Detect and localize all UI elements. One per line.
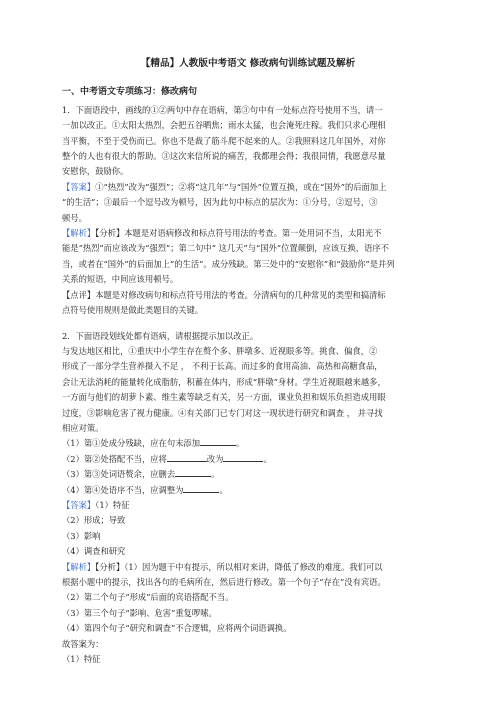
q1-comment	[62, 288, 434, 303]
answer-blank[interactable]	[183, 483, 219, 493]
answer-blank[interactable]	[175, 467, 211, 477]
q1-analysis-line: 关系的短语，中间应该用顿号。	[62, 274, 179, 285]
question-1	[62, 103, 434, 319]
q2-stem-line: 一方面与他们的胡萝卜素、维生素等缺乏有关，另一方面，课业负担和娱乐负担造成用眼	[62, 392, 386, 403]
document-page	[62, 0, 434, 667]
q1-answer	[62, 180, 434, 195]
q1-analysis-line: 当，或者在“国外”的后面加上“的生活”。成分残缺。第三处中的“安慰你”和“鼓励你”是并列	[62, 258, 395, 269]
q1-stem-line: 整个的人也有很大的帮助。③这次来信所说的痛苦，我都理会得；我很同情，我愿意尽量	[62, 151, 386, 162]
fill-item-text: 。	[236, 438, 245, 449]
fill-item-3	[62, 467, 434, 482]
section-heading: 一、中考语文专项练习：修改病句	[62, 87, 198, 98]
q1-stem-line: 安慰你，鼓励你。	[62, 166, 129, 177]
q2-stem-line: 形成了一部分学生营养摄入不足 ， 不利于长高。而过多的食用高油、高热和高糖食品，	[62, 361, 383, 372]
q2-analysis-line: 根据小题中的提示，找出各句的毛病所在，然后进行修改。第一个句子“存在”没有宾语。	[62, 577, 386, 587]
q1-stem-line: 一加以改正。①太阳太热烈，会把五谷晒焦；雨水太猛，也会淹死庄稼。我们只求心理相	[62, 120, 386, 131]
q2-stem-line: 相应对策。	[62, 422, 104, 433]
q2-analysis-line: （3）第三个句子“影响、危害”重复啰嗦。	[62, 607, 217, 618]
q2-analysis-line: 故答案为：	[62, 638, 104, 649]
q1-answer-line: “的生活”；③最后一个逗号改为顿号，因为此句中标点的层次为：①分号，②逗号，③	[62, 197, 378, 208]
analysis-label: 【解析】	[62, 561, 96, 572]
q2-answer-line: （2）形成；导致	[62, 515, 126, 526]
q2-analysis-line: （2）第二个句子“形成”后面的宾语搭配不当。	[62, 592, 234, 603]
q1-comment-line: 本题是对修改病句和标点符号用法的考查。分清病句的几种常见的类型和搞清标	[95, 289, 386, 300]
answer-blank[interactable]	[223, 452, 263, 462]
q2-analysis-line: （4）第四个句子“研究和调查”不合逻辑，应将两个词语调换。	[62, 623, 292, 634]
q1-stem-line: 当平衡，不至于受伤而已。你也不是裁了筋斗爬不起来的人。②我照料这几年国外，对你	[62, 135, 386, 146]
fill-item-text: 。	[263, 453, 272, 464]
q1-answer-line: 顿号。	[62, 212, 87, 223]
analysis-label: 【解析】	[62, 228, 96, 239]
answer-label: 【答案】	[62, 499, 96, 510]
q2-stem-line: 与发达地区相比，①重庆中小学生存在赘个多、胖墩多、近视眼多等。挑食、偏食，②	[62, 345, 378, 356]
answer-blank[interactable]	[167, 452, 207, 462]
q2-analysis-line: 【分析】（1）因为题干中有提示，所以相对来讲，降低了修改的难度。我们可以	[95, 561, 383, 572]
q2-answer-line: （3）影响	[62, 530, 101, 541]
q1-comment-line: 点符号使用规则是做此类题目的关键。	[62, 305, 204, 316]
question-2	[62, 329, 434, 668]
fill-item-2	[62, 452, 434, 467]
fill-item-4	[62, 483, 434, 498]
comment-label: 【点评】	[62, 289, 96, 300]
q2-analysis-line: （1）特征	[62, 654, 101, 665]
q1-analysis	[62, 226, 434, 241]
q2-analysis	[62, 560, 434, 575]
q1-stem-line: 1．下面语段中，画线的①②两句中存在语病，第③句中有一处标点符号使用不当，请一	[62, 104, 383, 115]
q2-answer-line: （1）特征	[95, 499, 130, 510]
q1-answer-line: ①“热烈”改为“强烈”；②将“这几年”与“国外”位置互换，或在“国外”的后面加上	[95, 181, 387, 192]
q2-stem-line: 过度，③影响危害了视力健康。④有关部门已专门对这一现状进行研究和调查 ， 并寻找	[62, 407, 383, 418]
q1-analysis-line: 【分析】本题是对语病修改和标点符号用法的考查。第一处用词不当，太阳光不	[95, 228, 382, 239]
fill-item-text: 。	[211, 469, 220, 480]
q1-analysis-line: 能是“热烈”而应该改为“强烈”；第二句中“ 这几天”与“国外”位置颠倒，应该互换，语序不	[62, 243, 389, 254]
fill-item-text: （4）第④处语序不当，应调整为	[62, 484, 184, 495]
q2-answer	[62, 498, 434, 513]
document-title: 【精品】人教版中考语文 修改病句训练试题及解析	[140, 58, 356, 69]
answer-label: 【答案】	[62, 181, 96, 192]
fill-item-text: （3）第③处词语赘余，应删去	[62, 469, 176, 480]
fill-item-text: 改为	[206, 453, 224, 464]
fill-item-text: （2）第②处搭配不当，应将	[62, 453, 167, 464]
fill-item-1	[62, 436, 434, 451]
fill-item-text: 。	[219, 484, 228, 495]
q2-stem-line: 会让无法消耗的能量转化成脂肪，积蓄在体内，形成“胖墩”身材。学生近视眼越来越多，	[62, 376, 386, 387]
q2-stem-line: 2．下面语段划线处都有语病，请根据提示加以改正。	[62, 330, 259, 341]
answer-blank[interactable]	[200, 436, 236, 446]
fill-item-text: （1）第①处成分残缺，应在句末添加	[62, 438, 201, 449]
q2-answer-line: （4）调查和研究	[62, 546, 126, 557]
